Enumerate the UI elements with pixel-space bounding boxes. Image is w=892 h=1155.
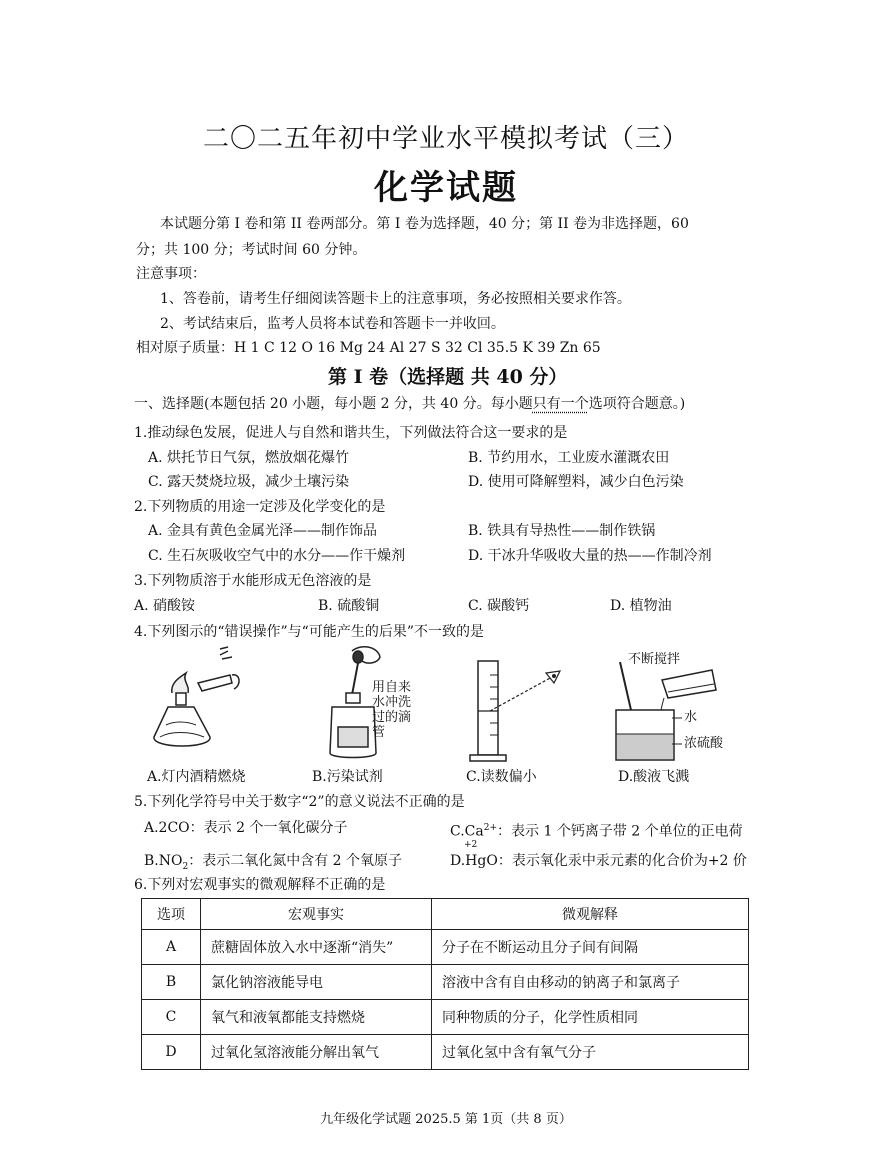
q6-row-fact: 氯化钠溶液能导电 — [201, 965, 432, 1000]
q5-option-b — [144, 851, 402, 877]
q2-option-d: D. 干冰升华吸收大量的热——作制冷剂 — [468, 548, 712, 564]
q5-b-suffix: ：表示二氧化氮中含有 2 个氧原子 — [188, 853, 403, 869]
q6-table-header — [142, 899, 749, 930]
q6-row-explanation: 溶液中含有自由移动的钠离子和氯离子 — [432, 965, 749, 1000]
note-2: 2、考试结束后，监考人员将本试卷和答题卡一并收回。 — [160, 316, 505, 332]
q1-option-a: A. 烘托节日气氛，燃放烟花爆竹 — [148, 450, 350, 466]
section-heading: 第 I 卷（选择题 共 40 分） — [328, 366, 568, 388]
q6-header-option: 选项 — [142, 899, 201, 930]
q2-option-b: B. 铁具有导热性——制作铁锅 — [468, 523, 656, 539]
q6-row-explanation: 分子在不断运动且分子间有间隔 — [432, 930, 749, 965]
q5-c-suffix: ：表示 1 个钙离子带 2 个单位的正电荷 — [497, 823, 743, 840]
q5-c-prefix: C.Ca — [450, 823, 484, 840]
q5-b-prefix: B.NO — [144, 853, 183, 869]
atomic-masses: 相对原子质量：H 1 C 12 O 16 Mg 24 Al 27 S 32 Cl 35.5 K 39 Zn 65 — [136, 340, 601, 356]
q1-option-c: C. 露天焚烧垃圾，减少土壤污染 — [148, 474, 350, 490]
q3-option-b: B. 硫酸铜 — [318, 598, 380, 614]
q6-row-fact: 蔗糖固体放入水中逐渐“消失” — [201, 930, 432, 965]
q6-header-fact: 宏观事实 — [201, 899, 432, 930]
instruction-prefix: 一、选择题(本题包括 20 小题，每小题 2 分，共 40 分。每小题 — [134, 396, 533, 412]
q4-option-d: D.酸液飞溅 — [618, 769, 690, 785]
note-1: 1、答卷前，请考生仔细阅读答题卡上的注意事项，务必按照相关要求作答。 — [160, 291, 631, 307]
q6-row-fact: 过氧化氢溶液能分解出氧气 — [201, 1035, 432, 1070]
q3-option-c: C. 碳酸钙 — [468, 598, 530, 614]
table-row — [142, 1000, 749, 1035]
intro-line-2: 分；共 100 分；考试时间 60 分钟。 — [136, 242, 367, 258]
q6-row-option: B — [142, 965, 201, 1000]
dropper-label-3: 过的滴 — [372, 710, 412, 725]
q4-stem: 4.下列图示的“错误操作”与“可能产生的后果”不一致的是 — [134, 624, 484, 640]
dropper-label-4: 管 — [372, 725, 386, 740]
q5-option-d: D.HgO：表示氧化汞中汞元素的化合价为+2 价 — [450, 853, 747, 869]
stir-label: 不断搅拌 — [628, 652, 681, 667]
q1-option-d: D. 使用可降解塑料，减少白色污染 — [468, 474, 684, 490]
q1-option-b: B. 节约用水，工业废水灌溉农田 — [468, 450, 670, 466]
q6-row-explanation: 同种物质的分子，化学性质相同 — [432, 1000, 749, 1035]
dropper-label-1: 用自来 — [372, 680, 412, 695]
q6-row-option: A — [142, 930, 201, 965]
table-row — [142, 965, 749, 1000]
q4-option-a: A.灯内酒精燃烧 — [147, 769, 246, 785]
section-instruction — [134, 394, 685, 414]
q2-option-a: A. 金具有黄色金属光泽——制作饰品 — [148, 523, 378, 539]
exam-title: 二〇二五年初中学业水平模拟考试（三） — [202, 124, 689, 154]
instruction-emphasis: 只有一个 — [532, 396, 589, 412]
table-row — [142, 930, 749, 965]
graduated-cylinder-figure — [468, 655, 568, 765]
q3-stem: 3.下列物质溶于水能形成无色溶液的是 — [134, 573, 372, 589]
dropper-label-2: 水冲洗 — [372, 695, 412, 710]
q2-stem: 2.下列物质的用途一定涉及化学变化的是 — [134, 499, 386, 515]
acid-label: 浓硫酸 — [684, 736, 724, 751]
intro-line-1: 本试题分第 I 卷和第 II 卷两部分。第 I 卷为选择题，40 分；第 II 卷为非选择题，60 — [160, 216, 689, 232]
q3-option-a: A. 硝酸铵 — [134, 598, 196, 614]
q6-header-explanation: 微观解释 — [432, 899, 749, 930]
page-footer: 九年级化学试题 2025.5 第 1页（共 8 页） — [320, 1112, 572, 1127]
q6-row-option: D — [142, 1035, 201, 1070]
notes-heading: 注意事项： — [136, 266, 206, 282]
q5-option-a: A.2CO：表示 2 个一氧化碳分子 — [144, 820, 348, 836]
water-label: 水 — [684, 710, 698, 725]
q6-stem: 6.下列对宏观事实的微观解释不正确的是 — [134, 877, 386, 893]
q3-option-d: D. 植物油 — [610, 598, 672, 614]
q2-option-c: C. 生石灰吸收空气中的水分——作干燥剂 — [148, 548, 406, 564]
q6-row-explanation: 过氧化氢中含有氧气分子 — [432, 1035, 749, 1070]
q6-row-fact: 氧气和液氧都能支持燃烧 — [201, 1000, 432, 1035]
q4-option-c: C.读数偏小 — [466, 769, 537, 785]
instruction-suffix: 选项符合题意。) — [588, 396, 686, 412]
q1-stem: 1.推动绿色发展，促进人与自然和谐共生，下列做法符合这一要求的是 — [134, 425, 568, 441]
q5-b-subscript: 2 — [182, 861, 189, 872]
alcohol-lamp-figure — [150, 645, 260, 765]
q6-row-option: C — [142, 1000, 201, 1035]
q5-d-valence: +2 — [464, 840, 478, 850]
q5-c-charge: 2+ — [483, 823, 498, 833]
q4-option-b: B.污染试剂 — [312, 769, 383, 785]
q5-option-c — [450, 818, 743, 842]
q5-stem: 5.下列化学符号中关于数字“2”的意义说法不正确的是 — [134, 794, 465, 810]
subject-title: 化学试题 — [374, 168, 518, 208]
q6-table — [141, 898, 749, 1070]
table-row — [142, 1035, 749, 1070]
